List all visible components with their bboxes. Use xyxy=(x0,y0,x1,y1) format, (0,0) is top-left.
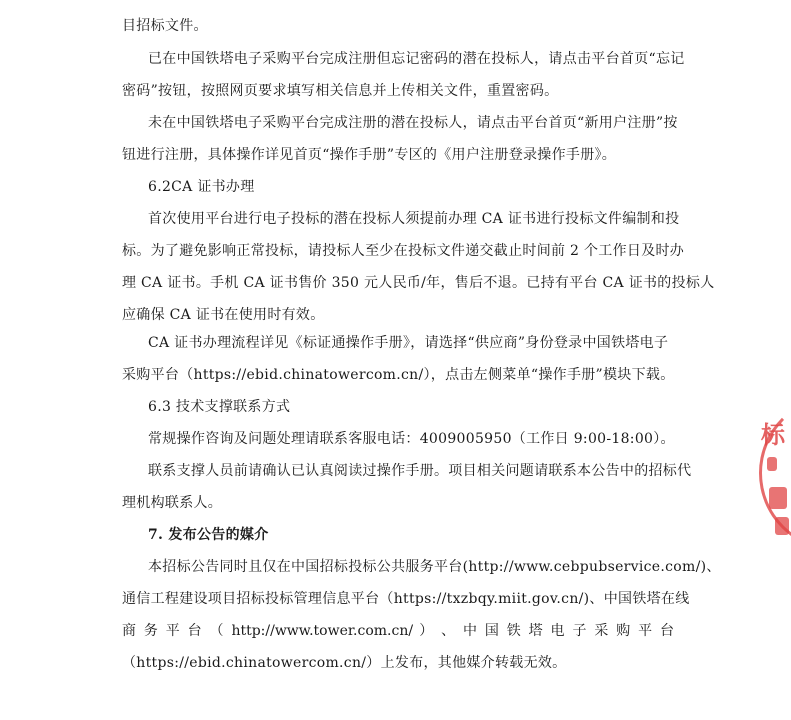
section-heading-7: 7. 发布公告的媒介 xyxy=(148,527,269,543)
text-line: 常规操作咨询及问题处理请联系客服电话：4009005950（工作日 9:00-18:00）。 xyxy=(148,431,675,447)
section-heading-6-2: 6.2CA 证书办理 xyxy=(148,179,255,195)
text-line: 采购平台（https://ebid.chinatowercom.cn/），点击左侧菜单“操作手册”模块下载。 xyxy=(122,367,675,383)
text-line: 标。为了避免影响正常投标，请投标人至少在投标文件递交截止时间前 2 个工作日及时办 xyxy=(122,243,685,259)
seal-mark xyxy=(775,517,789,535)
text-line: CA 证书办理流程详见《标证通操作手册》，请选择“供应商”身份登录中国铁塔电子 xyxy=(148,335,669,351)
red-seal-stamp xyxy=(755,395,791,555)
text-line: 应确保 CA 证书在使用时有效。 xyxy=(122,307,325,323)
seal-glyph: 标 xyxy=(761,420,785,449)
text-line: 已在中国铁塔电子采购平台完成注册但忘记密码的潜在投标人，请点击平台首页“忘记 xyxy=(148,51,685,67)
section-heading-6-3: 6.3 技术支撑联系方式 xyxy=(148,399,291,415)
text-line: 理机构联系人。 xyxy=(122,495,223,511)
text-line: 首次使用平台进行电子投标的潜在投标人须提前办理 CA 证书进行投标文件编制和投 xyxy=(148,211,680,227)
text-line: 商 务 平 台 （ http://www.tower.com.cn/ ） 、 中 国 铁 塔 电 子 采 购 平 台 xyxy=(122,623,674,639)
text-line: 钮进行注册，具体操作详见首页“操作手册”专区的《用户注册登录操作手册》。 xyxy=(122,147,617,163)
text-line: （https://ebid.chinatowercom.cn/）上发布，其他媒介转载无效。 xyxy=(122,655,567,671)
seal-mark xyxy=(769,487,787,509)
seal-mark xyxy=(767,457,777,471)
text-line: 通信工程建设项目招标投标管理信息平台（https://txzbqy.miit.gov.cn/)、中国铁塔在线 xyxy=(122,591,690,607)
text-line: 未在中国铁塔电子采购平台完成注册的潜在投标人，请点击平台首页“新用户注册”按 xyxy=(148,115,678,131)
text-line: 理 CA 证书。手机 CA 证书售价 350 元人民币/年，售后不退。已持有平台 CA 证书的投标人 xyxy=(122,275,715,291)
text-line: 目招标文件。 xyxy=(122,18,208,34)
text-line: 联系支撑人员前请确认已认真阅读过操作手册。项目相关问题请联系本公告中的招标代 xyxy=(148,463,692,479)
text-line: 本招标公告同时且仅在中国招标投标公共服务平台(http://www.cebpubservice.com/)、 xyxy=(148,559,721,575)
text-line: 密码”按钮，按照网页要求填写相关信息并上传相关文件，重置密码。 xyxy=(122,83,559,99)
